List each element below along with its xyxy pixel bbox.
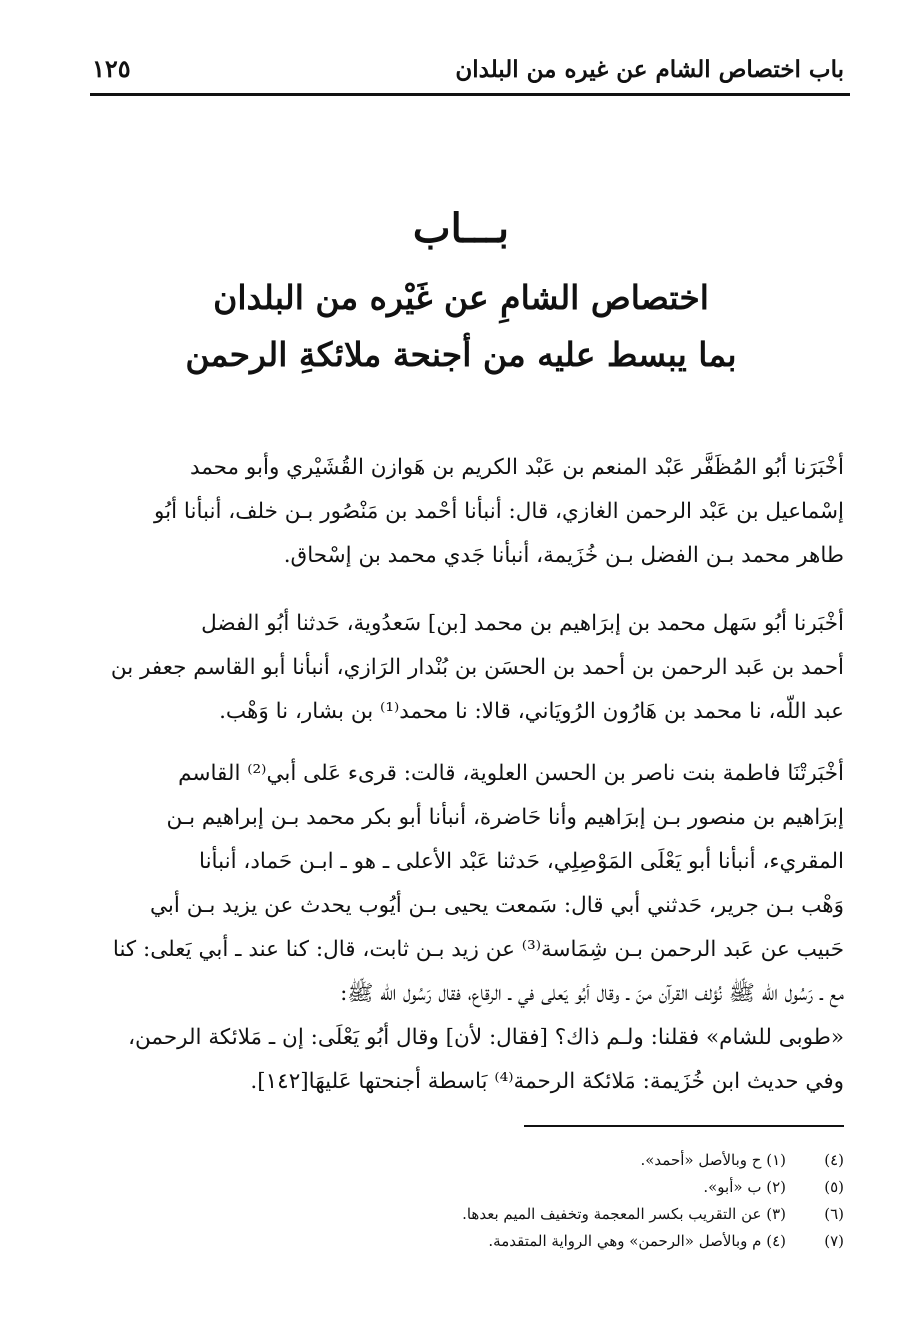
chapter-title-line-2: بما يبسط عليه من أجنحة ملائكةِ الرحمن — [185, 335, 737, 374]
text-line: وفي حديث ابن خُزَيمة: مَلائكة الرحمة⁽⁴⁾ بَاسطة أجنحتها عَليهَا[١٤٢]. — [250, 1069, 844, 1094]
footnote — [86, 1174, 844, 1201]
chapter-label: بـــاب — [412, 205, 510, 252]
text-line: عبد اللّه، نا محمد بن هَارُون الرُويَاني، قالا: نا محمد⁽¹⁾ بن بشار، نا وَهْب. — [219, 699, 844, 724]
footnote-text: (٢) ب «أبو». — [703, 1178, 786, 1196]
footnote-text: (١) ح وبالأصل «أحمد». — [640, 1151, 786, 1169]
footnote — [86, 1228, 844, 1255]
paragraph-3 — [86, 752, 844, 1104]
footnote-number: (٥) — [824, 1178, 844, 1196]
footnote-number: (٦) — [824, 1205, 844, 1223]
text-line: وَهْب بـن جرير، حَدثني أبي قال: سَمعت يحيى بـن أيُوب يحدث عن يزيد بـن أبي — [149, 893, 844, 918]
text-line: أخْبَرنا أبُو سَهل محمد بن إبرَاهيم بن محمد [بن] سَعدُوية، حَدثنا أبُو الفضل — [201, 611, 844, 636]
footnote-text: (٤) م وبالأصل «الرحمن» وهي الرواية المتقدمة. — [488, 1232, 786, 1250]
text-line: «طوبى للشام» فقلنا: ولـم ذاك؟ [فقال: لأن] وقال أبُو يَعْلَى: إن ـ مَلائكة الرحمن، — [128, 1025, 844, 1050]
footnote-rule — [524, 1125, 844, 1127]
text-line: المقريء، أنبأنا أبو يَعْلَى المَوْصِلِي، حَدثنا عَبْد الأعلى ـ هو ـ ابـن حَماد، أنبأنا — [199, 849, 844, 874]
text-line: طاهر محمد بـن الفضل بـن خُزَيمة، أنبأنا جَدي محمد بن إسْحاق. — [283, 543, 844, 568]
footnote — [86, 1201, 844, 1228]
chapter-title-line-1: اختصاص الشامِ عن غَيْره من البلدان — [213, 278, 709, 317]
header-rule — [90, 93, 850, 96]
text-line: مع ـ رَسُول الله ﷺ نُؤلف القرآن منَ ـ وقال أبُو يَعلى في ـ الرقاع، فقال رَسُول الله ﷺ: — [340, 981, 844, 1006]
footnotes — [86, 1147, 844, 1255]
running-title: باب اختصاص الشام عن غيره من البلدان — [455, 56, 844, 83]
footnote-number: (٤) — [824, 1151, 844, 1169]
text-line: أخْبَرتْنَا فاطمة بنت ناصر بن الحسن العلوية، قالت: قرىء عَلى أبي⁽²⁾ القاسم — [178, 761, 844, 786]
text-line: إبرَاهيم بن منصور بـن إبرَاهيم وأنا حَاضرة، أنبأنا أبو بكر محمد بـن إبراهيم بـن — [166, 805, 844, 830]
text-line: أحمد بن عَبد الرحمن بن أحمد بن الحسَن بن بُنْدار الرَازي، أنبأنا أبو القاسم جعفر بن — [110, 655, 844, 680]
footnote-number: (٧) — [824, 1232, 844, 1250]
text-line: أخْبَرَنا أبُو المُظَفَّر عَبْد المنعم بن عَبْد الكريم بن هَوازن القُشَيْري وأبو محمد — [189, 455, 844, 480]
page-number: ١٢٥ — [92, 54, 131, 83]
text-line: إسْماعيل بن عَبْد الرحمن الغازي، قال: أنبأنا أحْمد بن مَنْصُور بـن خلف، أنبأنا أبُو — [154, 499, 844, 524]
footnote-text: (٣) عن التقريب بكسر المعجمة وتخفيف الميم بعدها. — [462, 1205, 786, 1223]
text-line: حَبيب عن عَبد الرحمن بـن شِمَاسة⁽³⁾ عن زيد بـن ثابت، قال: كنا عند ـ أبي يَعلى: كنا — [112, 937, 844, 962]
footnote — [86, 1147, 844, 1174]
paragraph-1 — [86, 446, 844, 578]
paragraph-2 — [86, 602, 844, 734]
